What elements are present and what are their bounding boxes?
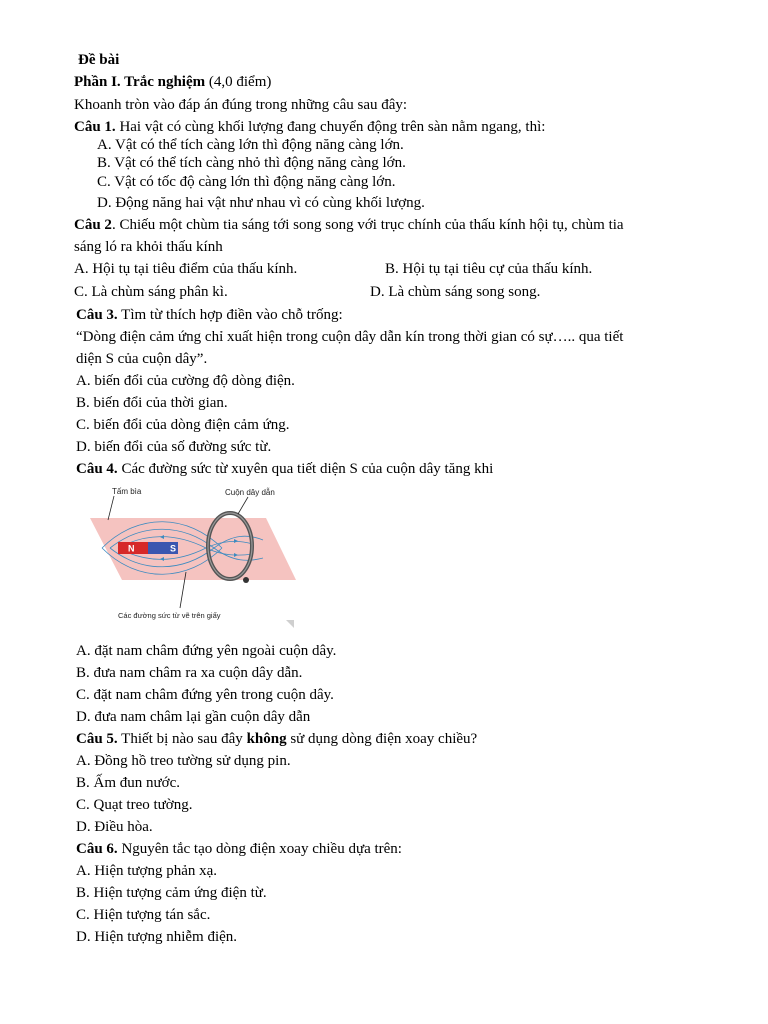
question-5-text-after: sử dụng dòng điện xoay chiều? [286, 731, 478, 747]
label-field-lines: Các đường sức từ vẽ trên giấy [118, 611, 221, 620]
question-5-text-before: Thiết bị nào sau đây [117, 731, 247, 747]
part1-label: Phần I. Trắc nghiệm [74, 74, 206, 90]
question-5-emphasis: không [246, 731, 287, 747]
q1-option-a[interactable]: A. Vật có thể tích càng lớn thì động năng càng lớn. [97, 137, 404, 153]
part1-heading [74, 73, 271, 91]
q5-option-b[interactable]: B. Ấm đun nước. [76, 775, 180, 791]
question-2-text: . Chiếu một chùm tia sáng tới song song với trục chính của thấu kính hội tụ, chùm tia [111, 217, 624, 233]
question-3-text: Tìm từ thích hợp điền vào chỗ trống: [117, 307, 343, 323]
question-4-text: Các đường sức từ xuyên qua tiết diện S của cuộn dây tăng khi [117, 461, 494, 477]
question-1-text: Hai vật có cùng khối lượng đang chuyển động trên sàn nằm ngang, thì: [115, 119, 546, 135]
q4-option-b[interactable]: B. đưa nam châm ra xa cuộn dây dẫn. [76, 665, 303, 681]
question-3-quote-cont: diện S của cuộn dây”. [76, 351, 208, 367]
question-1-label: Câu 1. [74, 119, 116, 135]
question-3-quote: “Dòng điện cảm ứng chỉ xuất hiện trong cuộn dây dẫn kín trong thời gian có sự….. qua tiết [76, 329, 624, 345]
q6-option-a[interactable]: A. Hiện tượng phản xạ. [76, 863, 218, 879]
question-2 [74, 216, 624, 234]
q2-option-d[interactable]: D. Là chùm sáng song song. [370, 284, 541, 300]
q6-option-d[interactable]: D. Hiện tượng nhiễm điện. [76, 929, 238, 945]
q1-option-d[interactable]: D. Động năng hai vật như nhau vì có cùng khối lượng. [97, 195, 425, 211]
q6-option-b[interactable]: B. Hiện tượng cảm ứng điện từ. [76, 885, 267, 901]
question-6-label: Câu 6. [76, 841, 118, 857]
document-title: Đề bài [78, 52, 120, 68]
magnet-n-label: N [128, 543, 135, 554]
q2-option-a[interactable]: A. Hội tụ tại tiêu điểm của thấu kính. [74, 261, 298, 277]
q5-option-c[interactable]: C. Quạt treo tường. [76, 797, 193, 813]
q4-option-c[interactable]: C. đặt nam châm đứng yên trong cuộn dây. [76, 687, 334, 703]
question-3-label: Câu 3. [76, 307, 118, 323]
part1-points: (4,0 điểm) [205, 74, 272, 90]
question-2-label: Câu 2 [74, 217, 112, 233]
question-5 [76, 730, 477, 748]
q4-option-d[interactable]: D. đưa nam châm lại gần cuộn dây dẫn [76, 709, 311, 725]
q1-option-c[interactable]: C. Vật có tốc độ càng lớn thì động năng càng lớn. [97, 174, 396, 190]
q5-option-a[interactable]: A. Đồng hồ treo tường sử dụng pin. [76, 753, 291, 769]
instruction-text: Khoanh tròn vào đáp án đúng trong những câu sau đây: [74, 97, 408, 113]
q6-option-c[interactable]: C. Hiện tượng tán sắc. [76, 907, 211, 923]
q3-option-c[interactable]: C. biến đổi của dòng điện cảm ứng. [76, 417, 290, 433]
q2-option-b[interactable]: B. Hội tụ tại tiêu cự của thấu kính. [385, 261, 593, 277]
question-2-text-cont: sáng ló ra khỏi thấu kính [74, 239, 223, 255]
question-1 [74, 118, 545, 136]
question-4 [76, 460, 493, 478]
q3-option-d[interactable]: D. biến đổi của số đường sức từ. [76, 439, 272, 455]
q1-option-b[interactable]: B. Vật có thể tích càng nhỏ thì động năng càng lớn. [97, 155, 406, 171]
q3-option-b[interactable]: B. biến đổi của thời gian. [76, 395, 228, 411]
label-coil: Cuộn dây dẫn [225, 488, 275, 497]
question-3 [76, 306, 343, 324]
question-5-label: Câu 5. [76, 731, 118, 747]
q4-option-a[interactable]: A. đặt nam châm đứng yên ngoài cuộn dây. [76, 643, 337, 659]
magnet-coil-figure [88, 484, 296, 630]
magnet-s-label: S [170, 543, 177, 554]
q3-option-a[interactable]: A. biến đổi của cường độ dòng điện. [76, 373, 295, 389]
question-6-text: Nguyên tắc tạo dòng điện xoay chiều dựa trên: [117, 841, 402, 857]
q5-option-d[interactable]: D. Điều hòa. [76, 819, 153, 835]
label-card: Tấm bìa [112, 487, 142, 496]
q2-option-c[interactable]: C. Là chùm sáng phân kì. [74, 284, 228, 300]
question-6 [76, 840, 402, 858]
question-4-label: Câu 4. [76, 461, 118, 477]
